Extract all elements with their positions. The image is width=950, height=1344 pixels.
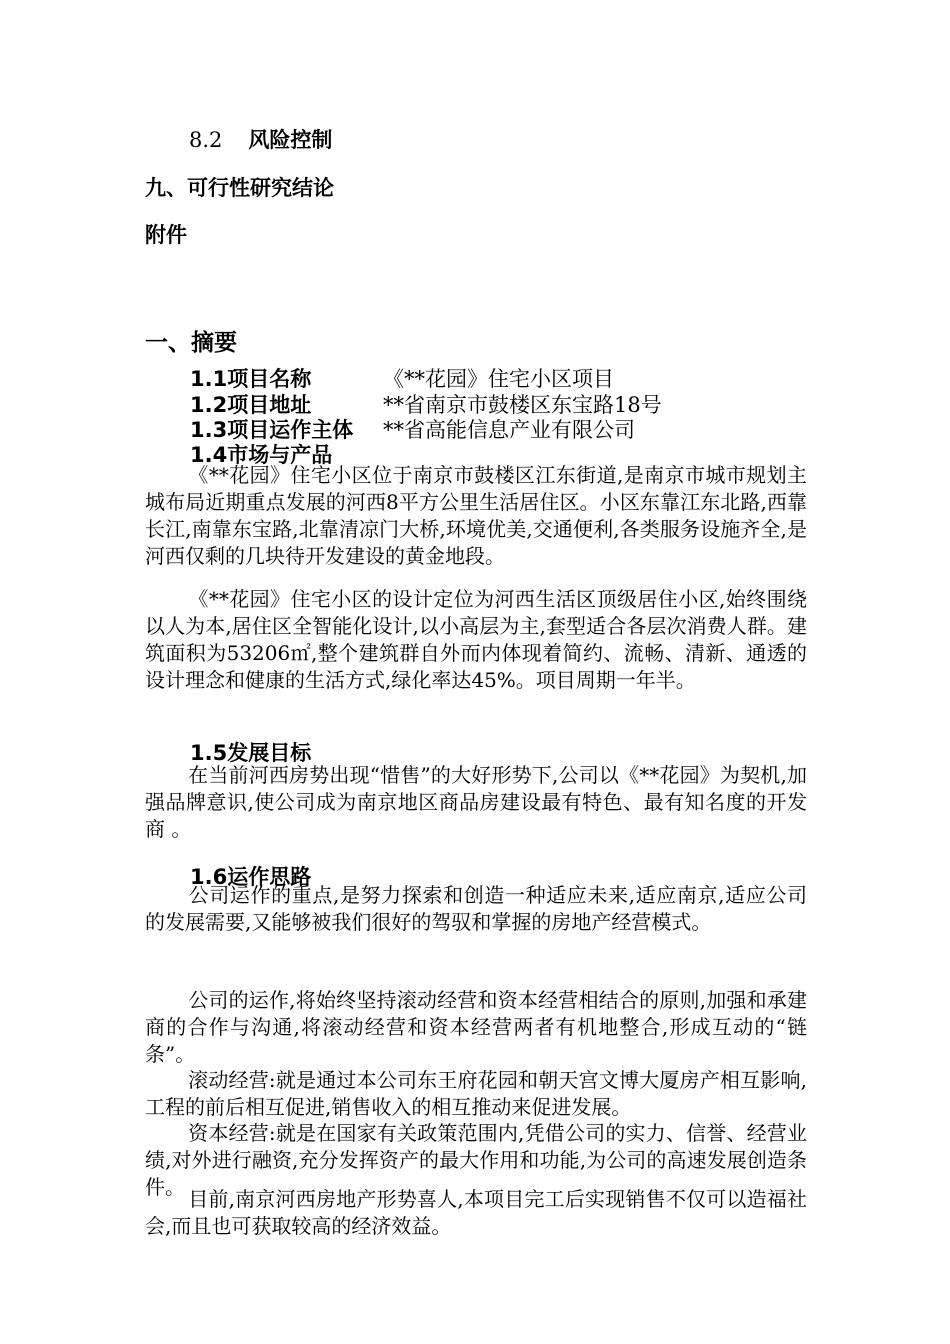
- kv-value-project-operator: **省高能信息产业有限公司: [383, 418, 635, 442]
- toc-item-8-2-title: 风险控制: [248, 128, 333, 152]
- paragraph-approach-2: [145, 987, 807, 1068]
- toc-item-9: 九、可行性研究结论: [145, 176, 334, 200]
- toc-appendix: 附件: [145, 223, 187, 247]
- paragraph-approach-3-text: 滚动经营:就是通过本公司东王府花园和朝天宫文博大厦房产相互影响,工程的前后相互促进,销售收入的相互推动来促进发展。: [145, 1068, 807, 1119]
- kv-label-project-name: 1.1项目名称: [190, 367, 312, 391]
- paragraph-approach-5-text: 目前,南京河西房地产形势喜人,本项目完工后实现销售不仅可以造福社会,而且也可获取较高的经济效益。: [145, 1187, 807, 1238]
- toc-item-8-2-number: 8.2: [189, 128, 223, 152]
- paragraph-market-2-text: 《**花园》住宅小区的设计定位为河西生活区顶级居住小区,始终围绕以人为本,居住区全智能化设计,以小高层为主,套型适合各层次消费人群。建筑面积为53206㎡,整个建筑群自外而内体现着简约、流畅、清新、通透的设计理念和健康的生活方式,绿化率达45%。项目周期一年半。: [145, 587, 807, 692]
- kv-label-project-address: 1.2项目地址: [190, 393, 312, 417]
- kv-value-project-name: 《**花园》住宅小区项目: [383, 367, 614, 391]
- paragraph-approach-4-text: 资本经营:就是在国家有关政策范围内,凭借公司的实力、信誉、经营业绩,对外进行融资,充分发挥资产的最大作用和功能,为公司的高速发展创造条件。: [145, 1121, 807, 1199]
- paragraph-market-1: [145, 462, 807, 570]
- paragraph-goal-1: [145, 762, 807, 843]
- subheading-market-product: 1.4市场与产品: [190, 443, 333, 467]
- paragraph-approach-2-text: 公司的运作,将始终坚持滚动经营和资本经营相结合的原则,加强和承建商的合作与沟通,将滚动经营和资本经营两者有机地整合,形成互动的“链条”。: [145, 988, 807, 1066]
- paragraph-market-2: [145, 586, 807, 694]
- kv-value-project-address: **省南京市鼓楼区东宝路18号: [383, 393, 662, 417]
- subheading-operation-approach: 1.6运作思路: [190, 865, 312, 889]
- paragraph-goal-1-text: 在当前河西房势出现“惜售”的大好形势下,公司以《**花园》为契机,加强品牌意识,使公司成为南京地区商品房建设最有特色、最有知名度的开发商 。: [145, 763, 807, 841]
- paragraph-approach-5: [145, 1186, 807, 1240]
- paragraph-market-1-text: 《**花园》住宅小区位于南京市鼓楼区江东街道,是南京市城市规划主城布局近期重点发展的河西8平方公里生活居住区。小区东靠江东北路,西靠长江,南靠东宝路,北靠清凉门大桥,环境优美,交通便利,各类服务设施齐全,是河西仅剩的几块待开发建设的黄金地段。: [145, 463, 807, 568]
- kv-label-project-operator: 1.3项目运作主体: [190, 418, 354, 442]
- paragraph-approach-3: [145, 1067, 807, 1121]
- section-heading-summary: 一、摘要: [145, 330, 237, 356]
- subheading-development-goal: 1.5发展目标: [190, 741, 312, 765]
- toc-item-8-2: [189, 124, 332, 154]
- paragraph-approach-1-text: 公司运作的重点,是努力探索和创造一种适应未来,适应南京,适应公司的发展需要,又能够被我们很好的驾驭和掌握的房地产经营模式。: [145, 883, 807, 934]
- paragraph-approach-1: [145, 882, 807, 936]
